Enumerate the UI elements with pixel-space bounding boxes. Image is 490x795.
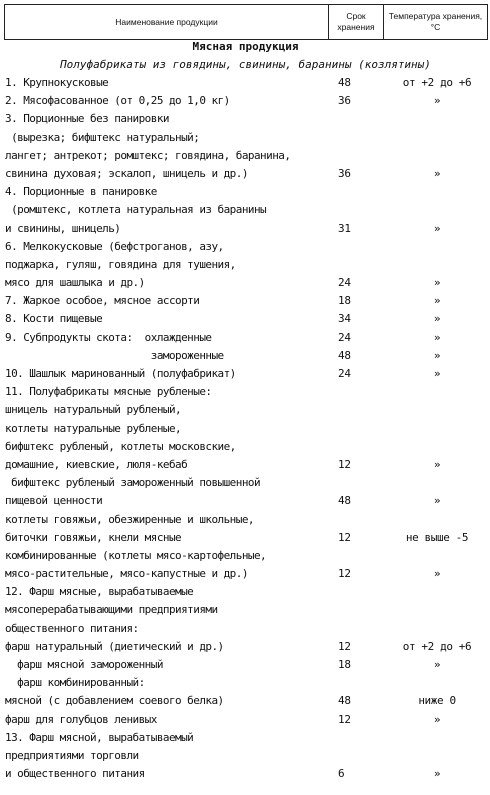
table-row xyxy=(5,638,487,656)
product-name-cell: 8. Кости пищевые xyxy=(5,312,103,326)
storage-temperature-cell: » xyxy=(433,712,441,726)
storage-temperature-cell: » xyxy=(433,494,441,508)
product-name-cell: 10. Шашлык маринованный (полуфабрикат) xyxy=(5,367,236,380)
storage-temperature-cell: ниже 0 xyxy=(418,694,456,708)
table-row xyxy=(5,220,487,238)
table-row xyxy=(5,401,487,419)
header-storage-duration: Срок хранения xyxy=(329,5,384,40)
table-row xyxy=(5,583,487,601)
table-body xyxy=(5,74,487,783)
storage-temperature-cell: » xyxy=(433,166,441,180)
table-row xyxy=(5,383,487,401)
storage-duration-cell: 24 xyxy=(338,276,351,290)
table-row xyxy=(5,147,487,165)
table-row xyxy=(5,420,487,438)
table-row xyxy=(5,474,487,492)
subsection-title: Полуфабрикаты из говядины, свинины, баранины (козлятины) xyxy=(60,58,431,71)
table-row xyxy=(5,438,487,456)
product-name-cell: свинина духовая; эскалоп, шницель и др.) xyxy=(5,166,248,180)
storage-temperature-cell: » xyxy=(433,276,441,290)
product-name-cell: фарш мясной замороженный xyxy=(5,658,163,671)
product-name-cell: домашние, киевские, люля-кебаб xyxy=(5,457,188,471)
table-row xyxy=(5,565,487,583)
product-name-cell: фарш для голубцов ленивых xyxy=(5,712,157,726)
storage-duration-cell: 18 xyxy=(338,294,351,308)
table-row xyxy=(5,601,487,619)
storage-duration-cell: 12 xyxy=(338,567,351,581)
product-name-cell: биточки говяжьи, кнели мясные xyxy=(5,530,182,544)
product-name-cell: 3. Порционные без панировки xyxy=(5,112,169,126)
storage-duration-cell: 48 xyxy=(338,76,351,89)
storage-duration-cell: 24 xyxy=(338,330,351,344)
product-name-cell: бифштекс рубленый, котлеты московские, xyxy=(5,439,236,453)
storage-temperature-cell: от +2 до +6 xyxy=(402,76,472,89)
table-row xyxy=(5,201,487,219)
product-name-cell: котлеты говяжьи, обезжиренные и школьные, xyxy=(5,512,254,526)
table-row xyxy=(5,729,487,747)
table-row xyxy=(5,547,487,565)
storage-temperature-cell: » xyxy=(433,94,441,108)
product-name-cell: замороженные xyxy=(5,348,224,362)
storage-duration-cell: 12 xyxy=(338,712,351,726)
storage-temperature-cell: » xyxy=(433,221,441,235)
product-name-cell: 12. Фарш мясные, вырабатываемые xyxy=(5,585,194,599)
product-name-cell: пищевой ценности xyxy=(5,494,103,508)
table-row xyxy=(5,492,487,510)
product-name-cell: мясоперерабатывающими предприятиями xyxy=(5,603,218,617)
product-name-cell: фарш натуральный (диетический и др.) xyxy=(5,639,224,653)
table-row xyxy=(5,692,487,710)
product-name-cell: поджарка, гуляш, говядина для тушения, xyxy=(5,257,236,271)
product-name-cell: 9. Субпродукты скота: охлажденные xyxy=(5,330,212,344)
table-row xyxy=(5,674,487,692)
storage-duration-cell: 48 xyxy=(338,348,351,362)
header-storage-temperature: Температура хранения, °С xyxy=(384,5,488,40)
storage-temperature-cell: » xyxy=(433,367,441,380)
storage-duration-cell: 36 xyxy=(338,94,351,108)
table-row xyxy=(5,310,487,328)
header-product-name: Наименование продукции xyxy=(5,5,329,40)
product-name-cell: 7. Жаркое особое, мясное ассорти xyxy=(5,294,200,308)
storage-duration-cell: 48 xyxy=(338,694,351,708)
table-row xyxy=(5,620,487,638)
storage-duration-cell: 24 xyxy=(338,367,351,380)
product-name-cell: фарш комбинированный: xyxy=(5,676,145,690)
table-row xyxy=(5,292,487,310)
product-name-cell: (вырезка; бифштекс натуральный; xyxy=(5,130,200,144)
product-name-cell: бифштекс рубленый замороженный повышенной xyxy=(5,476,261,490)
storage-temperature-cell: » xyxy=(433,567,441,581)
product-name-cell: предприятиями торговли xyxy=(5,748,139,762)
storage-temperature-cell: не выше -5 xyxy=(405,530,469,544)
table-row xyxy=(5,365,487,383)
table-row xyxy=(5,165,487,183)
storage-duration-cell: 36 xyxy=(338,166,351,180)
table-row xyxy=(5,256,487,274)
table-row xyxy=(5,274,487,292)
table-row xyxy=(5,92,487,110)
product-name-cell: лангет; антрекот; ромштекс; говядина, баранина, xyxy=(5,148,291,162)
table-row xyxy=(5,711,487,729)
product-name-cell: и общественного питания xyxy=(5,767,145,781)
table-row xyxy=(5,183,487,201)
storage-temperature-cell: » xyxy=(433,658,441,671)
storage-temperature-cell: » xyxy=(433,767,441,781)
product-name-cell: и свинины, шницель) xyxy=(5,221,121,235)
table-row xyxy=(5,129,487,147)
storage-duration-cell: 12 xyxy=(338,530,351,544)
storage-duration-cell: 6 xyxy=(338,767,345,781)
product-name-cell: 6. Мелкокусковые (бефстроганов, азу, xyxy=(5,239,224,253)
table-row xyxy=(5,329,487,347)
storage-temperature-cell: » xyxy=(433,312,441,326)
storage-duration-cell: 12 xyxy=(338,457,351,471)
product-name-cell: общественного питания: xyxy=(5,621,139,635)
product-name-cell: комбинированные (котлеты мясо-картофельные, xyxy=(5,548,267,562)
product-name-cell: 4. Порционные в панировке xyxy=(5,185,157,199)
table-row xyxy=(5,765,487,783)
product-name-cell: мясо для шашлыка и др.) xyxy=(5,276,145,290)
storage-temperature-cell: » xyxy=(433,330,441,344)
product-name-cell: (ромштекс, котлета натуральная из баранины xyxy=(5,203,267,217)
storage-temperature-cell: от +2 до +6 xyxy=(402,639,472,653)
table-row xyxy=(5,347,487,365)
product-name-cell: 11. Полуфабрикаты мясные рубленые: xyxy=(5,385,212,399)
storage-duration-cell: 18 xyxy=(338,658,351,671)
table-row xyxy=(5,511,487,529)
table-row xyxy=(5,747,487,765)
table-row xyxy=(5,456,487,474)
product-name-cell: 2. Мясофасованное (от 0,25 до 1,0 кг) xyxy=(5,94,230,108)
table-row xyxy=(5,529,487,547)
storage-duration-cell: 48 xyxy=(338,494,351,508)
product-name-cell: 13. Фарш мясной, вырабатываемый xyxy=(5,730,194,744)
product-name-cell: котлеты натуральные рубленые, xyxy=(5,421,182,435)
table-header xyxy=(4,4,488,40)
storage-temperature-cell: » xyxy=(433,348,441,362)
storage-duration-cell: 34 xyxy=(338,312,351,326)
product-name-cell: мясо-растительные, мясо-капустные и др.) xyxy=(5,567,248,581)
product-name-cell: 1. Крупнокусковые xyxy=(5,76,109,89)
storage-temperature-cell: » xyxy=(433,294,441,308)
product-name-cell: мясной (с добавлением соевого белка) xyxy=(5,694,224,708)
table-row xyxy=(5,238,487,256)
product-name-cell: шницель натуральный рубленый, xyxy=(5,403,182,417)
storage-temperature-cell: » xyxy=(433,457,441,471)
table-row xyxy=(5,74,487,92)
storage-duration-cell: 12 xyxy=(338,639,351,653)
table-row xyxy=(5,110,487,128)
storage-duration-cell: 31 xyxy=(338,221,351,235)
section-title: Мясная продукция xyxy=(192,40,299,53)
table-row xyxy=(5,656,487,674)
